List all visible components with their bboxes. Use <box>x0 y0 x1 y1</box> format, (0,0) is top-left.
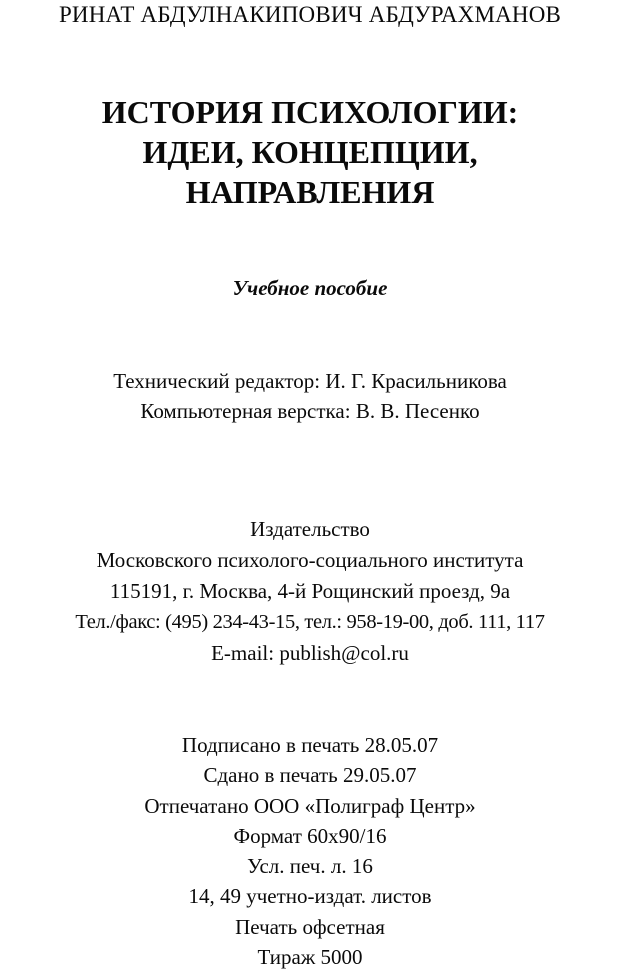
publisher-block <box>0 514 620 669</box>
title-line: НАПРАВЛЕНИЯ <box>185 174 435 210</box>
book-subtitle: Учебное пособие <box>232 276 388 300</box>
credits-block <box>0 366 620 426</box>
author-name: РИНАТ АБДУЛНАКИПОВИЧ АБДУРАХМАНОВ <box>58 2 562 27</box>
publisher-line: 115191, г. Москва, 4-й Рощинский проезд, 9а <box>109 579 511 603</box>
printing-line: Тираж 5000 <box>257 945 363 970</box>
publisher-line: Московского психолого-социального института <box>96 548 524 572</box>
publisher-line: Издательство <box>250 517 370 541</box>
printing-line: 14, 49 учетно-издат. листов <box>188 884 432 909</box>
title-line: ИДЕИ, КОНЦЕПЦИИ, <box>142 134 478 170</box>
publisher-phone: Тел./факс: (495) 234-43-15, тел.: 958-19-00, доб. 111, 117 <box>75 611 545 633</box>
printing-line: Печать офсетная <box>235 914 385 939</box>
printing-line: Формат 60х90/16 <box>233 823 387 848</box>
printing-line: Отпечатано ООО «Полиграф Центр» <box>144 793 476 818</box>
printing-details <box>0 730 620 972</box>
printing-line: Подписано в печать 28.05.07 <box>181 733 439 757</box>
book-title <box>0 92 620 212</box>
publisher-email: E-mail: publish@col.ru <box>211 641 409 665</box>
printing-line: Сдано в печать 29.05.07 <box>203 763 417 788</box>
technical-editor: Технический редактор: И. Г. Красильникова <box>113 369 507 393</box>
layout-designer: Компьютерная верстка: В. В. Песенко <box>140 399 480 423</box>
title-line: ИСТОРИЯ ПСИХОЛОГИИ: <box>101 94 519 130</box>
printing-line: Усл. печ. л. 16 <box>247 854 373 879</box>
